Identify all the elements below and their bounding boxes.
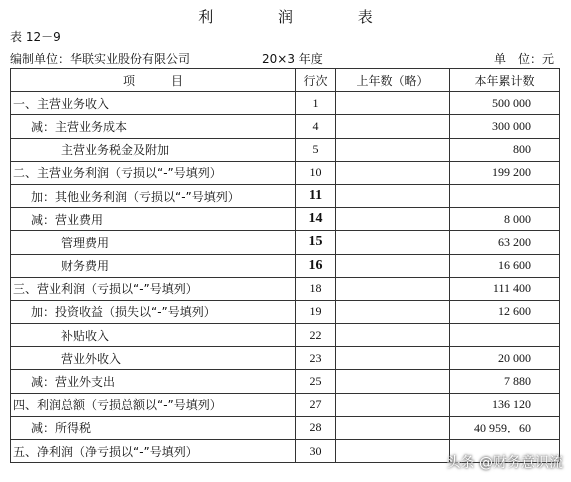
row-line: 25 [296, 370, 336, 393]
column-header-last-year: 上年数（略） [336, 69, 450, 92]
row-last-year [336, 300, 450, 323]
row-last-year [336, 92, 450, 115]
row-last-year [336, 393, 450, 416]
row-current-year: 199 200 [450, 161, 560, 184]
row-last-year [336, 208, 450, 231]
row-current-year: 16 600 [450, 254, 560, 277]
column-header-item: 项 目 [11, 69, 296, 92]
table-row [11, 277, 560, 300]
row-last-year [336, 277, 450, 300]
table-row [11, 370, 560, 393]
row-last-year [336, 370, 450, 393]
row-item: 营业外收入 [11, 347, 296, 370]
row-current-year: 111 400 [450, 277, 560, 300]
table-row [11, 254, 560, 277]
row-current-year: 7 880 [450, 370, 560, 393]
row-item: 三、营业利润（亏损以“-”号填列） [11, 277, 296, 300]
table-row [11, 184, 560, 207]
company-name: 编制单位：华联实业股份有限公司 [10, 52, 191, 66]
row-item: 一、主营业务收入 [11, 92, 296, 115]
table-row [11, 231, 560, 254]
row-current-year: 136 120 [450, 393, 560, 416]
table-code: 表 12－9 [10, 30, 61, 44]
table-row [11, 393, 560, 416]
row-current-year: 500 000 [450, 92, 560, 115]
row-last-year [336, 115, 450, 138]
table-row [11, 324, 560, 347]
row-last-year [336, 324, 450, 347]
table-header-row [11, 69, 560, 92]
row-current-year [450, 184, 560, 207]
row-line: 28 [296, 416, 336, 439]
row-line: 19 [296, 300, 336, 323]
currency-unit: 单 位：元 [493, 52, 554, 66]
column-header-line: 行次 [296, 69, 336, 92]
table-row [11, 92, 560, 115]
table-row [11, 161, 560, 184]
row-line: 11 [296, 184, 336, 207]
row-line: 14 [296, 208, 336, 231]
row-item: 减：所得税 [11, 416, 296, 439]
row-line: 30 [296, 440, 336, 463]
table-row [11, 416, 560, 439]
row-current-year: 40 959．60 [450, 416, 560, 439]
row-line: 4 [296, 115, 336, 138]
row-item: 加：投资收益（损失以“-”号填列） [11, 300, 296, 323]
statement-title: 利 润 表 [198, 8, 403, 26]
row-line: 5 [296, 138, 336, 161]
row-current-year: 800 [450, 138, 560, 161]
row-item: 主营业务税金及附加 [11, 138, 296, 161]
table-row [11, 347, 560, 370]
watermark: 头条 @财务意识流 [446, 455, 563, 471]
row-item: 减：主营业务成本 [11, 115, 296, 138]
row-line: 23 [296, 347, 336, 370]
row-item: 二、主营业务利润（亏损以“-”号填列） [11, 161, 296, 184]
row-line: 15 [296, 231, 336, 254]
row-last-year [336, 416, 450, 439]
row-last-year [336, 440, 450, 463]
row-last-year [336, 254, 450, 277]
row-line: 27 [296, 393, 336, 416]
row-item: 五、净利润（净亏损以“-”号填列） [11, 440, 296, 463]
row-line: 18 [296, 277, 336, 300]
row-item: 财务费用 [11, 254, 296, 277]
row-line: 10 [296, 161, 336, 184]
row-last-year [336, 231, 450, 254]
row-item: 加：其他业务利润（亏损以“-”号填列） [11, 184, 296, 207]
row-current-year: 63 200 [450, 231, 560, 254]
income-statement-table [10, 68, 560, 463]
row-last-year [336, 161, 450, 184]
row-item: 补贴收入 [11, 324, 296, 347]
row-item: 减：营业费用 [11, 208, 296, 231]
column-header-current-year: 本年累计数 [450, 69, 560, 92]
table-row [11, 208, 560, 231]
row-item: 四、利润总额（亏损总额以“-”号填列） [11, 393, 296, 416]
row-item: 减：营业外支出 [11, 370, 296, 393]
row-current-year [450, 324, 560, 347]
row-current-year: 8 000 [450, 208, 560, 231]
fiscal-year: 20×3 年度 [262, 52, 323, 66]
row-item: 管理费用 [11, 231, 296, 254]
table-row [11, 115, 560, 138]
row-current-year: 12 600 [450, 300, 560, 323]
row-last-year [336, 184, 450, 207]
row-line: 22 [296, 324, 336, 347]
row-last-year [336, 347, 450, 370]
table-row [11, 300, 560, 323]
header-info-row [10, 50, 570, 66]
row-last-year [336, 138, 450, 161]
row-current-year: 300 000 [450, 115, 560, 138]
row-line: 16 [296, 254, 336, 277]
table-row [11, 138, 560, 161]
row-line: 1 [296, 92, 336, 115]
row-current-year: 20 000 [450, 347, 560, 370]
